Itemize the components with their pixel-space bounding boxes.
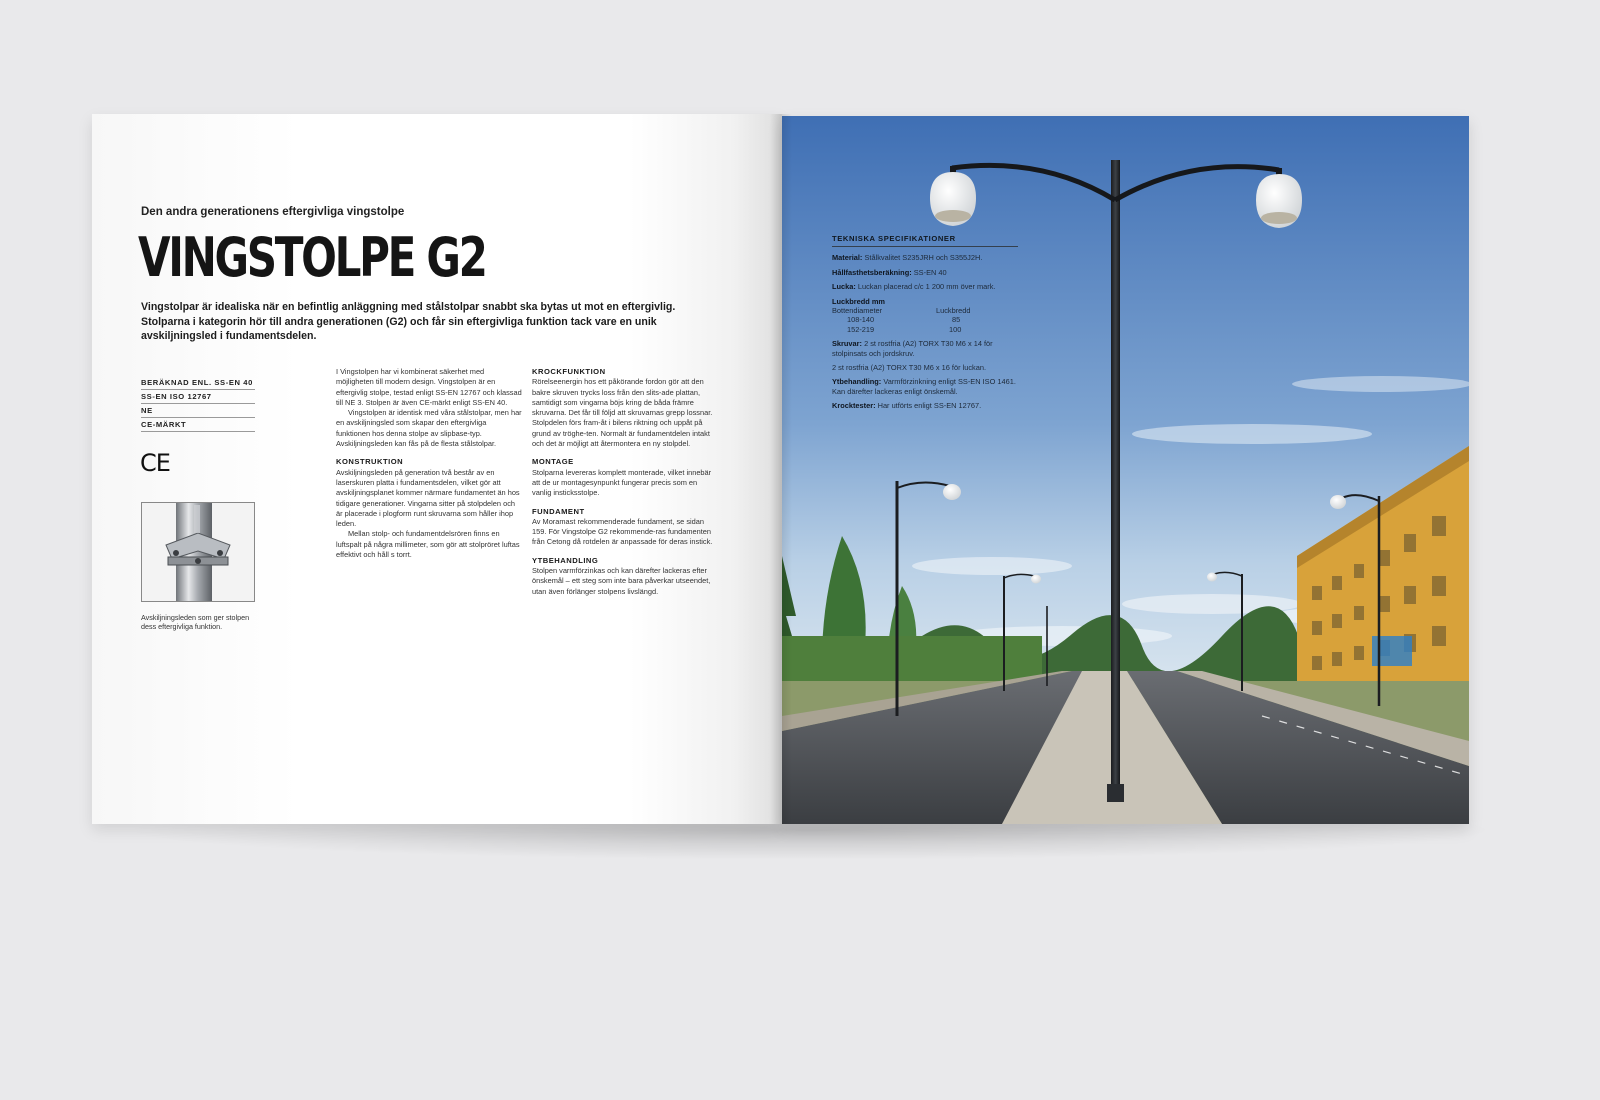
body-paragraph: Av Moramast rekommenderade fundament, se sidan 159. För Vingstolpe G2 rekommende-ras fundamenten från Cetong då rotdelen är anpassade för deras instick. bbox=[532, 516, 713, 547]
spec-list bbox=[141, 376, 255, 432]
table-cell: 108-140 bbox=[847, 315, 875, 325]
spec-label: Hållfasthetsberäkning: bbox=[832, 267, 912, 277]
section-heading-krockfunktion: KROCKFUNKTION bbox=[532, 367, 606, 376]
body-paragraph: Vingstolpen är identisk med våra stålstolpar, men har en avskiljningsled som skapar den eftergivliga funktionen hos denna stolpe av slipbase-typ. Avskiljningsleden kan fås på de flesta stålstolpar. bbox=[336, 408, 522, 449]
body-paragraph: I Vingstolpen har vi kombinerat säkerhet med möjligheten till modern design. Vingstolpen är en eftergivlig stolpe, testad enligt SS-EN 12767 och klassad till NE 3. Stolpen är även CE-märkt enligt SS-EN 40. bbox=[336, 367, 522, 407]
luckbredd-table bbox=[832, 306, 1018, 334]
spec-label: Skruvar: bbox=[832, 339, 862, 349]
spec-row: CE-MÄRKT bbox=[141, 418, 255, 432]
spec-value: Luckan placerad c/c 1 200 mm över mark. bbox=[857, 282, 996, 292]
spec-label: Ytbehandling: bbox=[832, 377, 882, 387]
lead-paragraph: Vingstolpar är idealiska när en befintlig anläggning med stålstolpar snabbt ska bytas ut mot en eftergivlig. Stolparna i kategorin hör till andra generationen (G2) och får sin eftergivliga funktion tack vare en unik avskiljningsled i fundamentsdelen. bbox=[141, 301, 676, 343]
right-page bbox=[782, 116, 1469, 824]
technical-specifications bbox=[832, 234, 1018, 416]
body-column-1 bbox=[336, 367, 522, 560]
page-title: VINGSTOLPE G2 bbox=[138, 226, 486, 289]
table-header: Bottendiameter bbox=[832, 306, 883, 316]
section-heading-fundament: FUNDAMENT bbox=[532, 506, 585, 516]
spec-value: 2 st rostfria (A2) TORX T30 M6 x 14 för stolpinsats och jordskruv. bbox=[832, 339, 993, 358]
photo-caption: Avskiljningsleden som ger stolpen dess eftergivliga funktion. bbox=[141, 613, 250, 631]
section-heading-konstruktion: KONSTRUKTION bbox=[336, 457, 404, 467]
section-heading-ytbehandling: YTBEHANDLING bbox=[532, 555, 599, 565]
body-paragraph: Stolparna levereras komplett monterade, vilket innebär att de ur montagesynpunkt fungerar precis som en vanlig insticksstolpe. bbox=[532, 467, 712, 498]
spec-label: Krocktester: bbox=[832, 401, 876, 411]
section-heading-montage: MONTAGE bbox=[532, 457, 574, 467]
spec-value: Stålkvalitet S235JRH och S355J2H. bbox=[864, 253, 983, 263]
spec-label: Luckbredd mm bbox=[832, 296, 885, 306]
breakaway-joint-photo bbox=[141, 502, 255, 602]
spec-value: SS-EN 40 bbox=[913, 267, 947, 277]
table-cell: 85 bbox=[952, 315, 961, 325]
kicker: Den andra generationens eftergivliga vingstolpe bbox=[141, 206, 405, 218]
ce-mark-logo: CE bbox=[140, 449, 170, 477]
spec-value: Varmförzinkning enligt SS-EN ISO 1461. Kan därefter lackeras enligt önskemål. bbox=[832, 377, 1016, 396]
spec-row: NE bbox=[141, 404, 255, 418]
body-paragraph: Avskiljningsleden på generation två består av en laserskuren platta i fundamentsdelen, vilket gör att avskiljningsplanet kommer närmare fundamentet än hos tidigare generationer. Vingarna sitter på stolpdelen och är placerade i plogform runt skruvarna som håller ihop leden. bbox=[336, 467, 520, 529]
table-cell: 100 bbox=[949, 324, 962, 334]
table-header: Luckbredd bbox=[936, 306, 971, 316]
spec-value: Har utförts enligt SS-EN 12767. bbox=[877, 401, 982, 411]
spec-label: Lucka: bbox=[832, 282, 856, 292]
spec-row: BERÄKNAD ENL. SS-EN 40 bbox=[141, 376, 255, 390]
spec-row: SS-EN ISO 12767 bbox=[141, 390, 255, 404]
body-paragraph: Mellan stolp- och fundamentdelsrören finns en luftspalt på några millimeter, som gör att stolpröret luftas effektivt och håll s torrt. bbox=[336, 529, 520, 560]
table-cell: 152-219 bbox=[847, 324, 875, 334]
spec-label: Material: bbox=[832, 253, 863, 263]
body-paragraph: Rörelseenergin hos ett påkörande fordon gör att den bakre skruven trycks loss från den slits-ade plattan, samtidigt som vingarna böjs kring de båda främre skruvarna. Det får till följd att skruvarnas grepp lossnar. Stolpdelen förs fram-åt i bilens riktning och uppåt på grund av tröghe-ten. Normalt är fundamentdelen intakt och det är möjligt att återmontera en ny stolpdel. bbox=[532, 377, 713, 449]
spec-value: 2 st rostfria (A2) TORX T30 M6 x 16 för luckan. bbox=[832, 363, 987, 373]
street-photo bbox=[782, 116, 1469, 824]
left-page bbox=[92, 114, 782, 824]
body-column-2 bbox=[532, 367, 718, 597]
tech-spec-heading: TEKNISKA SPECIFIKATIONER bbox=[832, 234, 1018, 247]
body-paragraph: Stolpen varmförzinkas och kan därefter lackeras efter önskemål – ett steg som inte bara påverkar utseendet, utan även förlänger stolpens livslängd. bbox=[532, 566, 711, 596]
